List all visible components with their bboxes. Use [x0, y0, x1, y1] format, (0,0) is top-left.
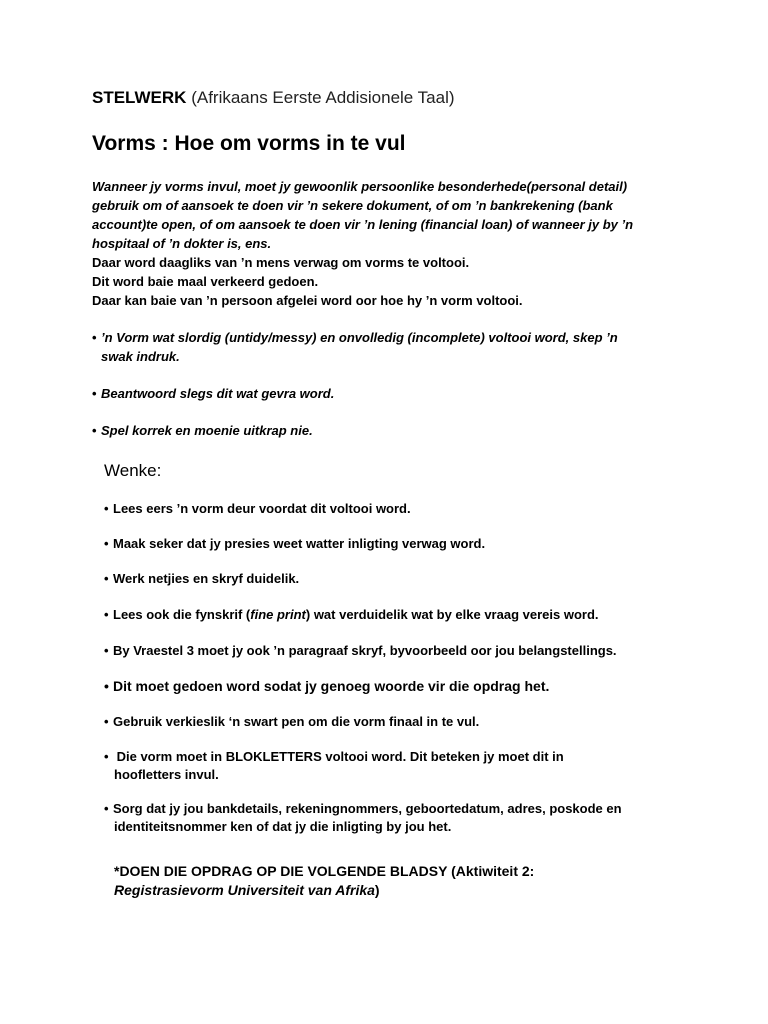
subject-language: (Afrikaans Eerste Addisionele Taal) — [191, 88, 455, 107]
tip-text: Werk netjies en skryf duidelik. — [113, 571, 300, 586]
tip-text: Lees ook die fynskrif ( — [113, 607, 251, 622]
bullet-icon: • — [104, 714, 109, 729]
tip-item — [104, 500, 684, 518]
instruction-text: ) — [374, 882, 380, 898]
bullet-icon: • — [104, 536, 109, 551]
bullet-icon: • — [92, 330, 97, 345]
guideline-text: swak indruk. — [101, 349, 180, 364]
guideline-text: ’n Vorm wat slordig (untidy/messy) en onvolledig (incomplete) voltooi word, skep ’n — [101, 330, 618, 345]
tip-text: Die vorm moet in BLOKLETTERS voltooi word. Dit beteken jy moet dit in — [113, 749, 564, 764]
subject-name: STELWERK — [92, 88, 187, 107]
intro-line: Daar kan baie van ’n persoon afgelei word oor hoe hy ’n vorm voltooi. — [92, 293, 523, 308]
intro-line: gebruik om of aansoek te doen vir ’n sekere dokument, of om ’n bankrekening (bank — [92, 198, 613, 213]
tip-item — [104, 677, 684, 695]
guideline-list — [92, 328, 692, 458]
guideline-item — [92, 328, 692, 366]
bullet-icon: • — [104, 571, 109, 586]
page-title: Vorms : Hoe om vorms in te vul — [92, 132, 406, 155]
intro-line: Daar word daagliks van ’n mens verwag om vorms te voltooi. — [92, 255, 470, 270]
tip-text: By Vraestel 3 moet jy ook ’n paragraaf skryf, byvoorbeeld oor jou belangstellings. — [113, 643, 617, 658]
tip-text: hoofletters invul. — [114, 767, 219, 782]
bullet-icon: • — [104, 678, 109, 694]
tip-text: Gebruik verkieslik ‘n swart pen om die vorm finaal in te vul. — [113, 714, 480, 729]
guideline-text: Spel korrek en moenie uitkrap nie. — [101, 423, 313, 438]
assignment-instruction — [114, 862, 674, 900]
intro-paragraph — [92, 177, 702, 310]
intro-line: Dit word baie maal verkeerd gedoen. — [92, 274, 319, 289]
form-name: Registrasievorm Universiteit van Afrika — [114, 882, 375, 898]
tips-heading: Wenke: — [104, 461, 162, 480]
tip-text: Sorg dat jy jou bankdetails, rekeningnommers, geboortedatum, adres, poskode en — [113, 801, 622, 816]
instruction-text: *DOEN DIE OPDRAG OP DIE VOLGENDE BLADSY (Aktiwiteit 2: — [114, 863, 535, 879]
tip-text: Maak seker dat jy presies weet watter inligting verwag word. — [113, 536, 486, 551]
subject-header — [92, 88, 455, 108]
bullet-icon: • — [104, 643, 109, 658]
tip-item — [104, 642, 684, 660]
bullet-icon: • — [92, 386, 97, 401]
bullet-icon: • — [104, 749, 109, 764]
tip-text: identiteitsnommer ken of dat jy die inligting by jou het. — [114, 819, 452, 834]
intro-line: Wanneer jy vorms invul, moet jy gewoonlik persoonlike besonderhede(personal detail) — [92, 179, 628, 194]
intro-line: hospitaal of ’n dokter is, ens. — [92, 236, 272, 251]
tip-item — [104, 748, 684, 784]
tip-text-italic: fine print — [250, 607, 306, 622]
guideline-item — [92, 421, 692, 440]
guideline-text: Beantwoord slegs dit wat gevra word. — [101, 386, 335, 401]
bullet-icon: • — [104, 501, 109, 516]
tip-item — [104, 800, 684, 836]
bullet-icon: • — [104, 801, 109, 816]
tip-item — [104, 713, 684, 731]
bullet-icon: • — [104, 607, 109, 622]
guideline-item — [92, 384, 692, 403]
bullet-icon: • — [92, 423, 97, 438]
tip-item — [104, 570, 684, 588]
tip-item — [104, 535, 684, 553]
tip-item — [104, 606, 684, 624]
tip-text: ) wat verduidelik wat by elke vraag vereis word. — [305, 607, 599, 622]
tip-text: Dit moet gedoen word sodat jy genoeg woorde vir die opdrag het. — [113, 678, 550, 694]
intro-line: account)te open, of om aansoek te doen vir ’n lening (financial loan) of wanneer jy by ’n — [92, 217, 634, 232]
tip-text: Lees eers ’n vorm deur voordat dit voltooi word. — [113, 501, 411, 516]
